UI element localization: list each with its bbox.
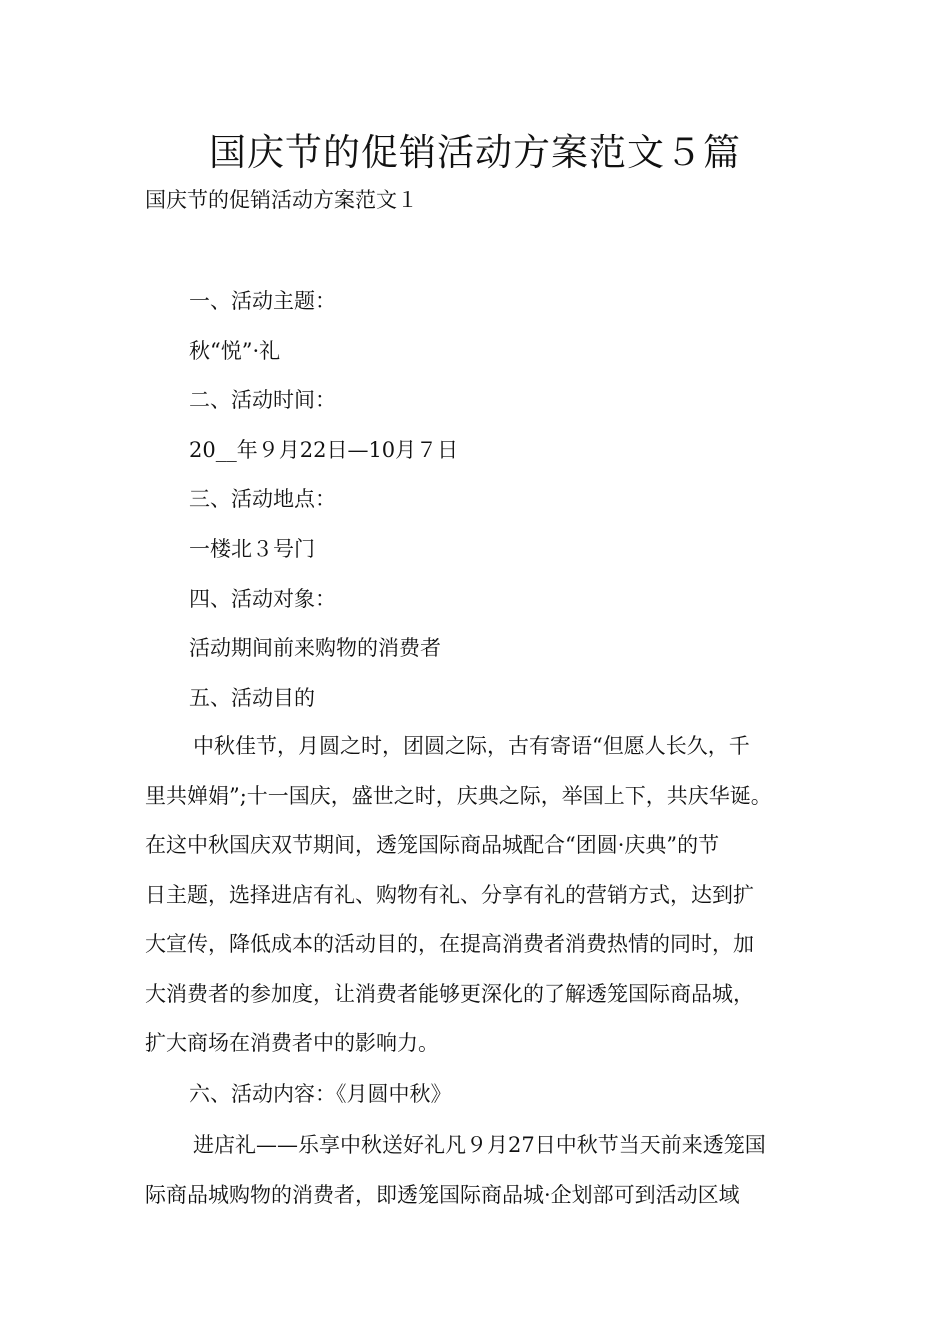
section-heading-theme: 一、活动主题： [189, 289, 336, 313]
paragraph-line: 大宣传，降低成本的活动目的，在提高消费者消费热情的同时，加 [145, 932, 754, 956]
paragraph-line: 里共婵娟”;十一国庆，盛世之时，庆典之际，举国上下，共庆华诞。 [145, 783, 772, 808]
section-heading-purpose: 五、活动目的 [189, 686, 315, 710]
content-paragraph [145, 1121, 810, 1220]
section-heading-audience: 四、活动对象： [189, 587, 336, 611]
audience-value: 活动期间前来购物的消费者 [189, 636, 441, 660]
section-heading-content: 六、活动内容：《月圆中秋》 [189, 1082, 452, 1106]
purpose-paragraph [145, 722, 810, 1069]
paragraph-line: 在这中秋国庆双节期间，透笼国际商品城配合“团圆·庆典”的节 [145, 833, 720, 857]
paragraph-line: 中秋佳节，月圆之时，团圆之际，古有寄语“但愿人长久，千 [193, 734, 750, 758]
theme-value: 秋“悦”·礼 [189, 339, 281, 363]
paragraph-line: 进店礼——乐享中秋送好礼凡９月27日中秋节当天前来透笼国 [193, 1133, 766, 1157]
section-heading-time: 二、活动时间： [189, 388, 336, 412]
document-title: 国庆节的促销活动方案范文５篇 [209, 131, 741, 174]
paragraph-line: 大消费者的参加度，让消费者能够更深化的了解透笼国际商品城， [145, 981, 754, 1006]
location-value: 一楼北３号门 [189, 537, 315, 561]
paragraph-line: 扩大商场在消费者中的影响力。 [145, 1031, 439, 1055]
paragraph-line: 际商品城购物的消费者，即透笼国际商品城·企划部可到活动区域 [145, 1182, 740, 1207]
document-subtitle: 国庆节的促销活动方案范文１ [145, 188, 418, 212]
section-heading-location: 三、活动地点： [189, 487, 336, 511]
time-value: 20__年９月22日—10月７日 [189, 438, 459, 462]
paragraph-line: 日主题，选择进店有礼、购物有礼、分享有礼的营销方式，达到扩 [145, 882, 754, 907]
